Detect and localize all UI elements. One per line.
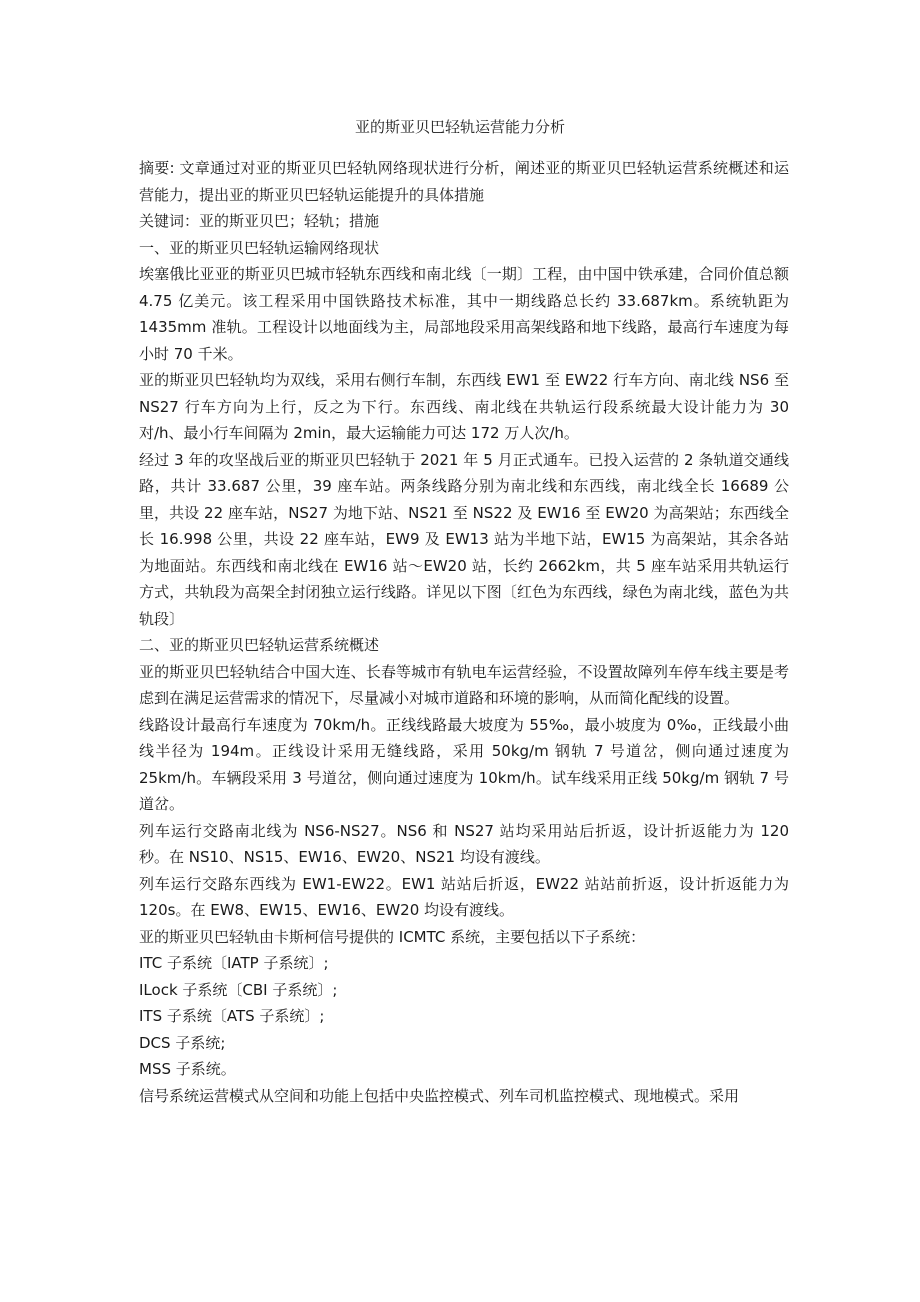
body-paragraph: 线路设计最高行车速度为 70km/h。正线线路最大坡度为 55‰，最小坡度为 0‰，正线最小曲线半径为 194m。正线设计采用无缝线路，采用 50kg/m 钢轨 7 号道岔，侧向通过速度为 25km/h。车辆段采用 3 号道岔，侧向通过速度为 10km/h。试车线采用正线 50kg/m 钢轨 7 号道岔。 [139,715,789,813]
document-body [139,155,789,1109]
body-paragraph: 列车运行交路南北线为 NS6-NS27。NS6 和 NS27 站均采用站后折返，设计折返能力为 120 秒。在 NS10、NS15、EW16、EW20、NS21 均设有渡线。 [139,821,789,866]
body-paragraph: 亚的斯亚贝巴轻轨结合中国大连、长春等城市有轨电车运营经验，不设置故障列车停车线主要是考虑到在满足运营需求的情况下，尽量减小对城市道路和环境的影响，从而简化配线的设置。 [139,662,789,707]
body-paragraph: 经过 3 年的攻坚战后亚的斯亚贝巴轻轨于 2021 年 5 月正式通车。已投入运营的 2 条轨道交通线路，共计 33.687 公里，39 座车站。两条线路分别为南北线和东西线，南北线全长 16689 公里，共设 22 座车站，NS27 为地下站、NS21 至 NS22 及 EW16 至 EW20 为高架站；东西线全长 16.998 公里，共设 22 座车站，EW9 及 EW13 站为半地下站，EW15 为高架站，其余各站为地面站。东西线和南北线在 EW16 站～EW20 站，长约 2662km，共 5 座车站采用共轨运行方式，共轨段为高架全封闭独立运行线路。详见以下图〔红色为东西线，绿色为南北线，蓝色为共轨段〕 [139,450,789,628]
body-paragraph: 列车运行交路东西线为 EW1-EW22。EW1 站站后折返，EW22 站站前折返，设计折返能力为 120s。在 EW8、EW15、EW16、EW20 均设有渡线。 [139,874,789,919]
body-paragraph: 信号系统运营模式从空间和功能上包括中央监控模式、列车司机监控模式、现地模式。采用 [139,1086,740,1105]
list-item: DCS 子系统; [139,1033,226,1052]
list-item: ITC 子系统〔IATP 子系统〕; [139,954,329,972]
body-paragraph: 埃塞俄比亚亚的斯亚贝巴城市轻轨东西线和南北线〔一期〕工程，由中国中铁承建，合同价值总额 4.75 亿美元。该工程采用中国铁路技术标准，其中一期线路总长约 33.687km。系统轨距为 1435mm 准轨。工程设计以地面线为主，局部地段采用高架线路和地下线路，最高行车速度为每小时 70 千米。 [139,265,789,363]
body-paragraph: 亚的斯亚贝巴轻轨均为双线，采用右侧行车制，东西线 EW1 至 EW22 行车方向、南北线 NS6 至 NS27 行车方向为上行，反之为下行。东西线、南北线在共轨运行段系统最大设计能力为 30 对/h、最小行车间隔为 2min，最大运输能力可达 172 万人次/h。 [139,371,789,442]
list-item: MSS 子系统。 [139,1060,236,1078]
abstract-paragraph: 摘要: 文章通过对亚的斯亚贝巴轻轨网络现状进行分析，阐述亚的斯亚贝巴轻轨运营系统概述和运营能力，提出亚的斯亚贝巴轻轨运能提升的具体措施 [139,159,789,204]
list-item: ITS 子系统〔ATS 子系统〕; [139,1007,325,1025]
document-title: 亚的斯亚贝巴轻轨运营能力分析 [354,118,565,136]
body-paragraph: 亚的斯亚贝巴轻轨由卡斯柯信号提供的 ICMTC 系统，主要包括以下子系统： [139,927,646,946]
list-item: ILock 子系统〔CBI 子系统〕; [139,980,338,999]
keywords-line: 关键词：亚的斯亚贝巴；轻轨；措施 [139,212,380,230]
section-heading: 一、亚的斯亚贝巴轻轨运输网络现状 [139,238,380,257]
section-heading: 二、亚的斯亚贝巴轻轨运营系统概述 [139,636,380,654]
